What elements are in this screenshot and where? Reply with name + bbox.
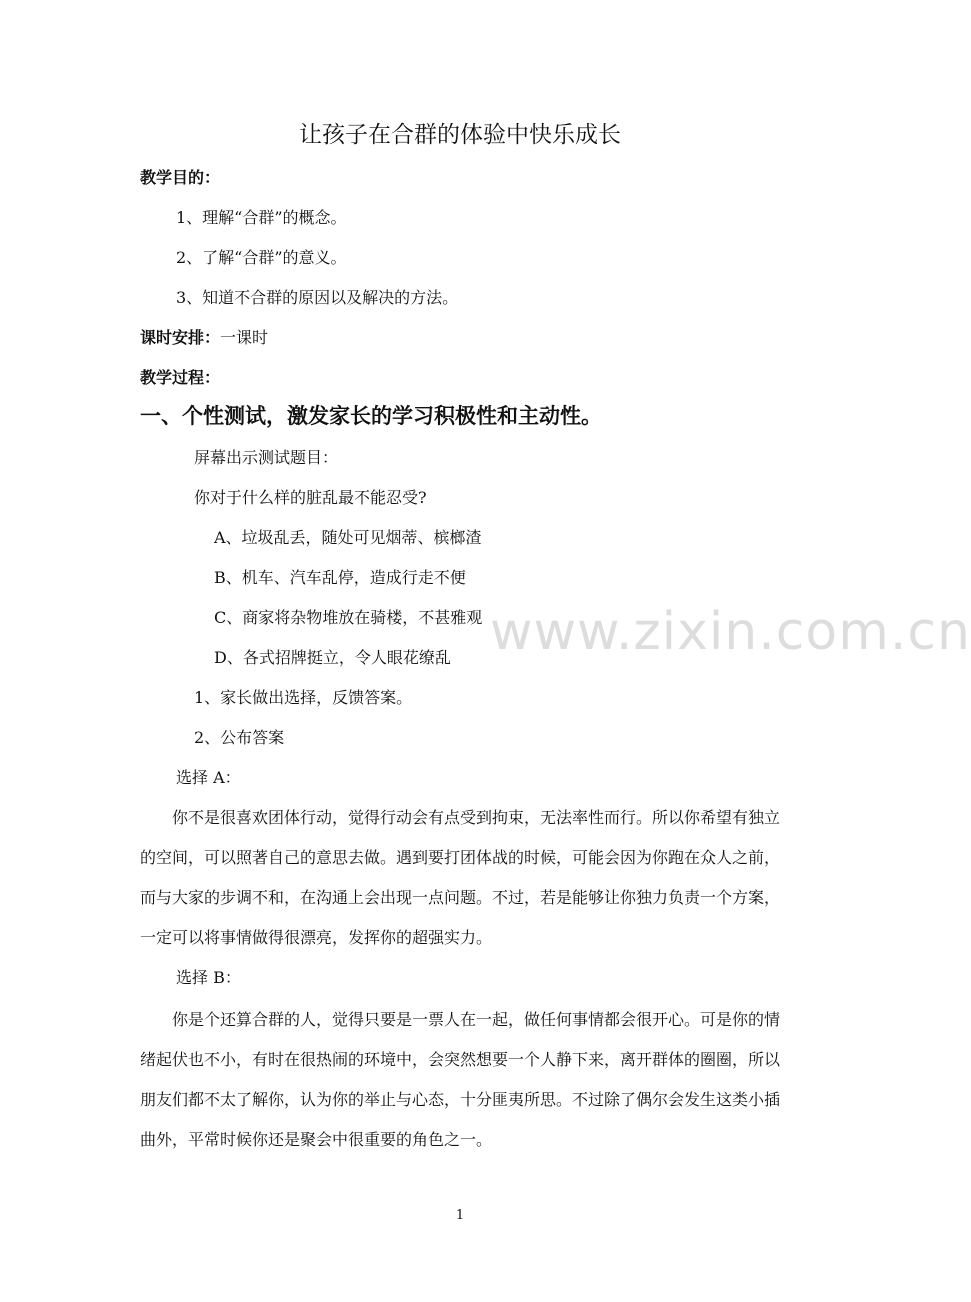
watermark: www.zixin.com.cn <box>490 602 971 662</box>
process-label: 教学过程： <box>140 368 221 387</box>
answer-a-label: 选择 A： <box>176 768 241 787</box>
test-question: 你对于什么样的脏乱最不能忍受? <box>194 488 427 507</box>
test-option: B、机车、汽车乱停，造成行走不便 <box>214 568 466 587</box>
schedule-row <box>140 328 268 348</box>
schedule-label: 课时安排： <box>140 328 221 347</box>
schedule-value: 一课时 <box>220 328 269 347</box>
objective-item: 2、了解“合群”的意义。 <box>176 248 347 267</box>
document-title: 让孩子在合群的体验中快乐成长 <box>299 122 621 148</box>
answer-a-text: 你不是很喜欢团体行动，觉得行动会有点受到拘束，无法率性而行。所以你希望有独立的空间，可以照著自己的意思去做。遇到要打团体战的时候，可能会因为你跑在众人之前，而与大家的步调不和，在沟通上会出现一点问题。不过，若是能够让你独力负责一个方案，一定可以将事情做得很漂亮，发挥你的超强实力。 <box>140 808 781 947</box>
objective-item: 3、知道不合群的原因以及解决的方法。 <box>176 288 459 307</box>
test-option: C、商家将杂物堆放在骑楼，不甚雅观 <box>214 608 483 627</box>
test-intro: 屏幕出示测试题目： <box>194 448 339 467</box>
answer-b-text: 你是个还算合群的人，觉得只要是一票人在一起，做任何事情都会很开心。可是你的情绪起伏也不小，有时在很热闹的环境中，会突然想要一个人静下来，离开群体的圈圈，所以朋友们都不太了解你，认为你的举止与心态，十分匪夷所思。不过除了偶尔会发生这类小插曲外，平常时候你还是聚会中很重要的角色之一。 <box>140 1010 781 1149</box>
test-option: A、垃圾乱丢，随处可见烟蒂、槟榔渣 <box>214 528 482 547</box>
process-step: 2、公布答案 <box>194 728 285 747</box>
objectives-label: 教学目的： <box>140 168 221 187</box>
process-step: 1、家长做出选择，反馈答案。 <box>194 688 413 707</box>
test-option: D、各式招牌挺立，令人眼花缭乱 <box>214 648 451 667</box>
answer-b-label: 选择 B： <box>176 968 241 987</box>
page-number: 1 <box>455 1208 465 1223</box>
objective-item: 1、理解“合群”的概念。 <box>176 208 347 227</box>
section-heading: 一、个性测试，激发家长的学习积极性和主动性。 <box>140 404 602 428</box>
